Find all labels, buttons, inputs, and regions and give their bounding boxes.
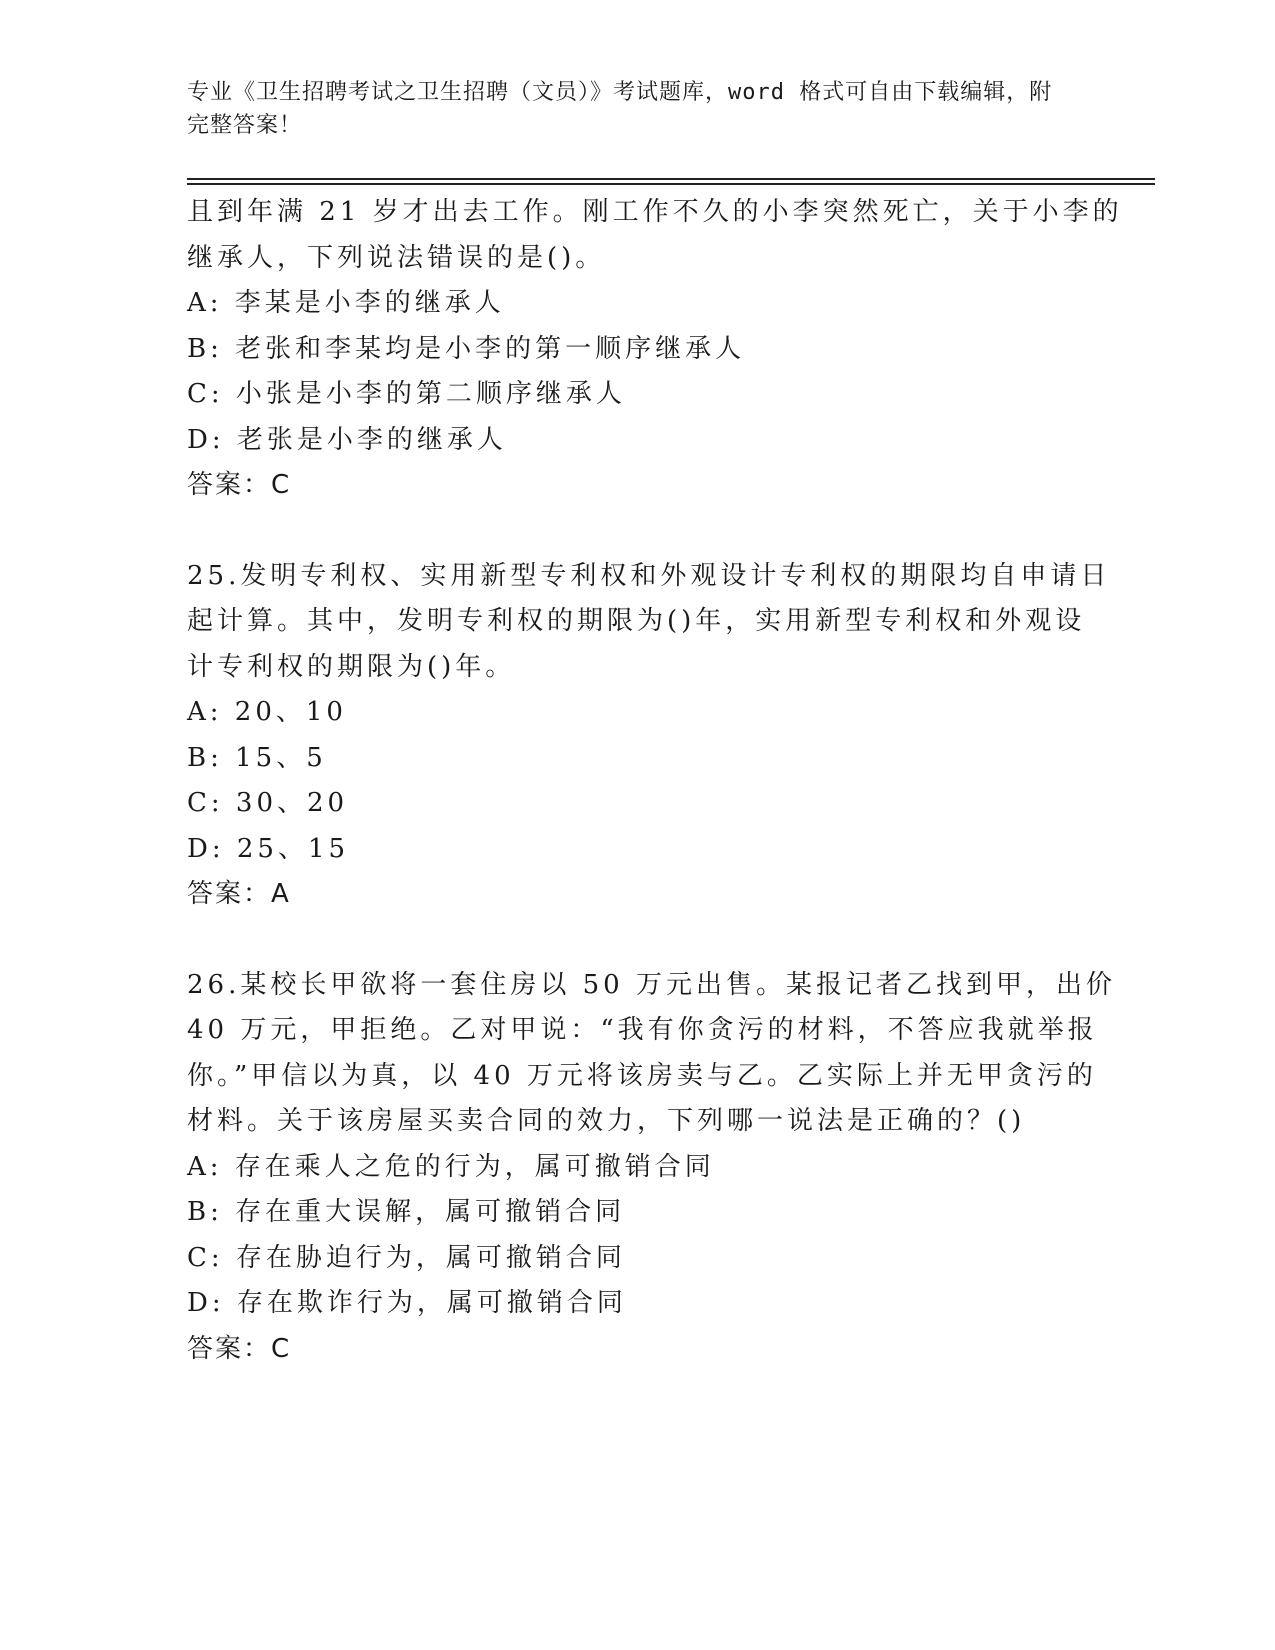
answer-line: 答案：C (187, 1333, 292, 1364)
option-c: C: 30、20 (187, 788, 349, 818)
question-stem-line: 且到年满 21 岁才出去工作。刚工作不久的小李突然死亡，关于小李的 (187, 197, 1123, 227)
question-stem-line: 计专利权的期限为()年。 (187, 651, 516, 682)
option-a: A: 李某是小李的继承人 (187, 288, 505, 318)
option-b: B: 老张和李某均是小李的第一顺序继承人 (187, 333, 746, 364)
spacer (187, 918, 1087, 963)
option-c: C: 小张是小李的第二顺序继承人 (187, 379, 626, 409)
header-divider-top (187, 178, 1155, 180)
question-block (187, 190, 1123, 509)
header-divider-bottom (187, 183, 1155, 185)
option-b: B: 存在重大误解，属可撤销合同 (187, 1197, 626, 1227)
page-header: 专业《卫生招聘考试之卫生招聘（文员）》考试题库，word 格式可自由下载编辑，附完整答案！ (187, 80, 1053, 138)
option-d: D: 25、15 (187, 833, 350, 864)
spacer (187, 509, 1087, 554)
question-stem-line: 26.某校长甲欲将一套住房以 50 万元出售。某报记者乙找到甲，出价 (187, 969, 1116, 1000)
question-stem-line: 起计算。其中，发明专利权的期限为()年，实用新型专利权和外观设 (187, 606, 1086, 636)
answer-line: 答案：C (187, 470, 292, 500)
option-a: A: 存在乘人之危的行为，属可撤销合同 (187, 1151, 715, 1182)
option-c: C: 存在胁迫行为，属可撤销合同 (187, 1242, 626, 1273)
answer-line: 答案：A (187, 879, 291, 909)
question-block (187, 554, 1111, 918)
question-block (187, 963, 1116, 1373)
question-stem-line: 材料。关于该房屋买卖合同的效力，下列哪一说法是正确的？() (187, 1106, 1026, 1136)
option-b: B: 15、5 (187, 742, 327, 773)
question-stem-line: 25.发明专利权、实用新型专利权和外观设计专利权的期限均自申请日 (187, 560, 1111, 591)
option-d: D: 老张是小李的继承人 (187, 424, 507, 455)
question-list (187, 190, 1123, 1372)
question-stem-line: 40 万元，甲拒绝。乙对甲说：“我有你贪污的材料，不答应我就举报 (187, 1015, 1098, 1045)
option-a: A: 20、10 (187, 697, 347, 727)
question-stem-line: 继承人，下列说法错误的是()。 (187, 242, 606, 273)
question-stem-line: 你。”甲信以为真，以 40 万元将该房卖与乙。乙实际上并无甲贪污的 (187, 1060, 1097, 1091)
option-d: D: 存在欺诈行为，属可撤销合同 (187, 1288, 627, 1318)
